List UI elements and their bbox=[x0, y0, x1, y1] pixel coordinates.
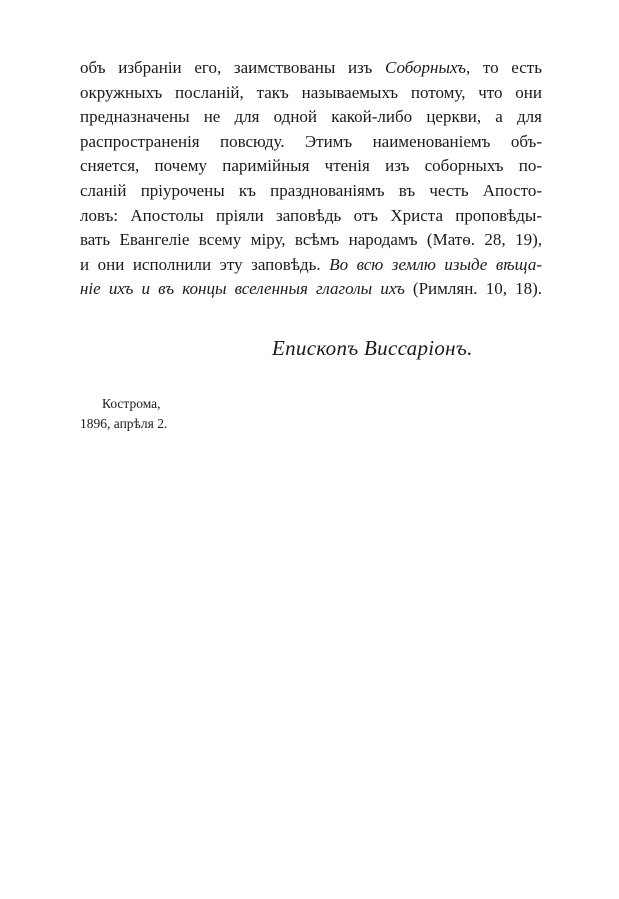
text-segment: сланій пріурочены къ празднованіямъ въ честь Апосто- bbox=[80, 180, 542, 200]
text-line bbox=[80, 228, 542, 253]
text-segment: и они исполнили эту заповѣдь. bbox=[80, 254, 330, 274]
text-line bbox=[80, 179, 542, 204]
text-line bbox=[80, 81, 542, 106]
text-segment: предназначены не для одной какой-либо церкви, а для bbox=[80, 107, 542, 127]
body-paragraph bbox=[80, 56, 542, 302]
text-line bbox=[80, 56, 542, 81]
text-segment: объ избраніи его, заимствованы изъ bbox=[80, 58, 385, 77]
place-date-block bbox=[80, 394, 167, 434]
text-segment: , то есть bbox=[465, 58, 542, 77]
italic-text-segment: Во всю землю изыде вѣща- bbox=[329, 254, 542, 274]
text-line bbox=[80, 154, 542, 179]
text-line bbox=[80, 204, 542, 229]
text-line bbox=[80, 253, 542, 278]
text-line bbox=[80, 105, 542, 130]
text-segment: окружныхъ посланій, такъ называемыхъ потому, что они bbox=[80, 82, 542, 102]
italic-text-segment: Соборныхъ bbox=[384, 58, 466, 77]
text-segment: распространенія повсюду. Этимъ наименованіемъ объ- bbox=[80, 131, 542, 151]
text-line bbox=[80, 130, 542, 155]
text-segment: (Римлян. 10, 18). bbox=[404, 279, 542, 299]
place-name: Кострома, bbox=[102, 396, 161, 411]
text-segment: вать Евангеліе всему міру, всѣмъ народамъ (Матѳ. 28, 19), bbox=[80, 230, 542, 250]
signature: Епископъ Виссаріонъ. bbox=[272, 336, 473, 360]
italic-text-segment: ніе ихъ и въ концы вселенныя глаголы ихъ bbox=[80, 279, 405, 299]
text-line bbox=[80, 277, 542, 302]
date-line: 1896, апрѣля 2. bbox=[80, 416, 168, 431]
text-segment: сняется, почему паримійныя чтенія изъ соборныхъ по- bbox=[80, 156, 542, 176]
text-segment: ловъ: Апостолы пріяли заповѣдь отъ Христа проповѣды- bbox=[80, 205, 542, 225]
